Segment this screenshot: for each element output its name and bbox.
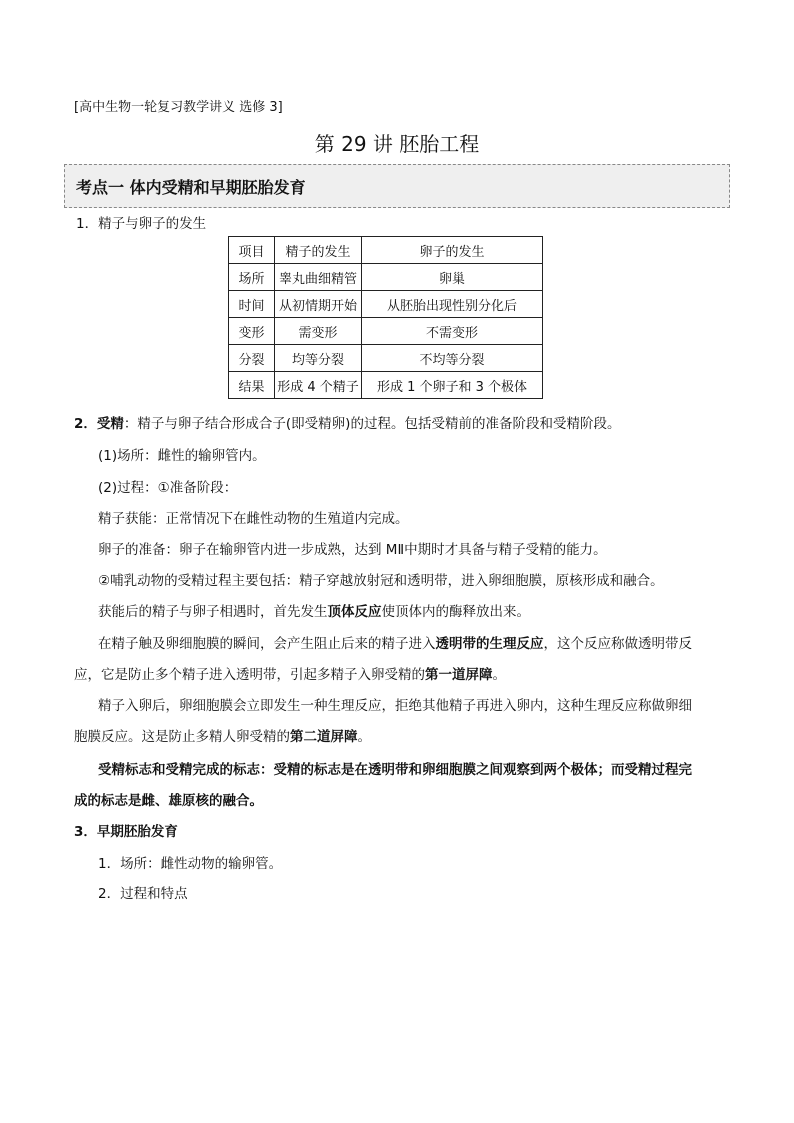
- table-cell: 均等分裂: [275, 345, 362, 372]
- table-cell: 结果: [229, 372, 275, 399]
- comparison-table: [228, 236, 543, 399]
- text-span: 。: [492, 667, 506, 683]
- header-note: [高中生物一轮复习教学讲义 选修 3]: [74, 100, 283, 115]
- marker-paragraph-line1: 受精标志和受精完成的标志：受精的标志是在透明带和卵细胞膜之间观察到两个极体；而受精过程完: [98, 762, 692, 778]
- table-cell: 形成 1 个卵子和 3 个极体: [362, 372, 543, 399]
- section-title: 考点一 体内受精和早期胚胎发育: [76, 178, 306, 197]
- early-development-item: 2．过程和特点: [98, 886, 188, 902]
- fertilization-definition: ：精子与卵子结合形成合子(即受精卵)的过程。包括受精前的准备阶段和受精阶段。: [123, 416, 621, 432]
- table-cell: 卵巢: [362, 264, 543, 291]
- early-development-item: 1．场所：雌性动物的输卵管。: [98, 856, 283, 872]
- membrane-paragraph-line2: [74, 725, 371, 745]
- page-title: 第 29 讲 胚胎工程: [314, 132, 480, 156]
- bold-term: 顶体反应: [327, 604, 382, 620]
- table-cell: 不均等分裂: [362, 345, 543, 372]
- fertilization-paragraph: [74, 412, 620, 432]
- text-span: 。: [357, 729, 371, 745]
- zona-paragraph-line2: [74, 663, 506, 683]
- table-row: [229, 291, 543, 318]
- table-cell: 不需变形: [362, 318, 543, 345]
- bold-term: 第一道屏障: [425, 667, 493, 683]
- egg-preparation: 卵子的准备：卵子在输卵管内进一步成熟，达到 MⅡ中期时才具备与精子受精的能力。: [98, 542, 607, 558]
- table-row: [229, 318, 543, 345]
- table-cell: 需变形: [275, 318, 362, 345]
- acrosome-paragraph: [98, 600, 530, 620]
- fertilization-heading: 2．受精: [74, 416, 124, 432]
- table-cell: 从初情期开始: [275, 291, 362, 318]
- zona-paragraph-line1: [98, 632, 692, 652]
- table-cell: 形成 4 个精子: [275, 372, 362, 399]
- text-span: ，这个反应称做透明带反: [543, 636, 692, 652]
- table-cell: 从胚胎出现性别分化后: [362, 291, 543, 318]
- fertilization-process: (2)过程：①准备阶段：: [98, 480, 238, 496]
- mammal-fertilization: ②哺乳动物的受精过程主要包括：精子穿越放射冠和透明带，进入卵细胞膜，原核形成和融合。: [98, 573, 664, 589]
- subsection-heading: 1．精子与卵子的发生: [76, 216, 207, 232]
- membrane-paragraph-line1: 精子入卵后，卵细胞膜会立即发生一种生理反应，拒绝其他精子再进入卵内，这种生理反应称做卵细: [98, 698, 692, 714]
- fertilization-place: (1)场所：雌性的输卵管内。: [98, 448, 266, 464]
- table-header-cell: 项目: [229, 237, 275, 264]
- table-row: [229, 372, 543, 399]
- table-header-cell: 卵子的发生: [362, 237, 543, 264]
- text-span: 获能后的精子与卵子相遇时，首先发生: [98, 604, 328, 620]
- table-cell: 场所: [229, 264, 275, 291]
- bold-term: 透明带的生理反应: [435, 636, 544, 652]
- early-development-heading: 3．早期胚胎发育: [74, 824, 178, 840]
- table-cell: 睾丸曲细精管: [275, 264, 362, 291]
- text-span: 胞膜反应。这是防止多精人卵受精的: [74, 729, 290, 745]
- text-span: 在精子触及卵细胞膜的瞬间，会产生阻止后来的精子进入: [98, 636, 436, 652]
- table-header-row: [229, 237, 543, 264]
- table-row: [229, 345, 543, 372]
- table-header-cell: 精子的发生: [275, 237, 362, 264]
- table-cell: 分裂: [229, 345, 275, 372]
- sperm-capacitation: 精子获能：正常情况下在雌性动物的生殖道内完成。: [98, 511, 409, 527]
- text-span: 使顶体内的酶释放出来。: [381, 604, 530, 620]
- bold-term: 第二道屏障: [290, 729, 358, 745]
- text-span: 应，它是防止多个精子进入透明带，引起多精子入卵受精的: [74, 667, 425, 683]
- table-row: [229, 264, 543, 291]
- table-cell: 时间: [229, 291, 275, 318]
- marker-paragraph-line2: 成的标志是雌、雄原核的融合。: [74, 793, 263, 809]
- table-cell: 变形: [229, 318, 275, 345]
